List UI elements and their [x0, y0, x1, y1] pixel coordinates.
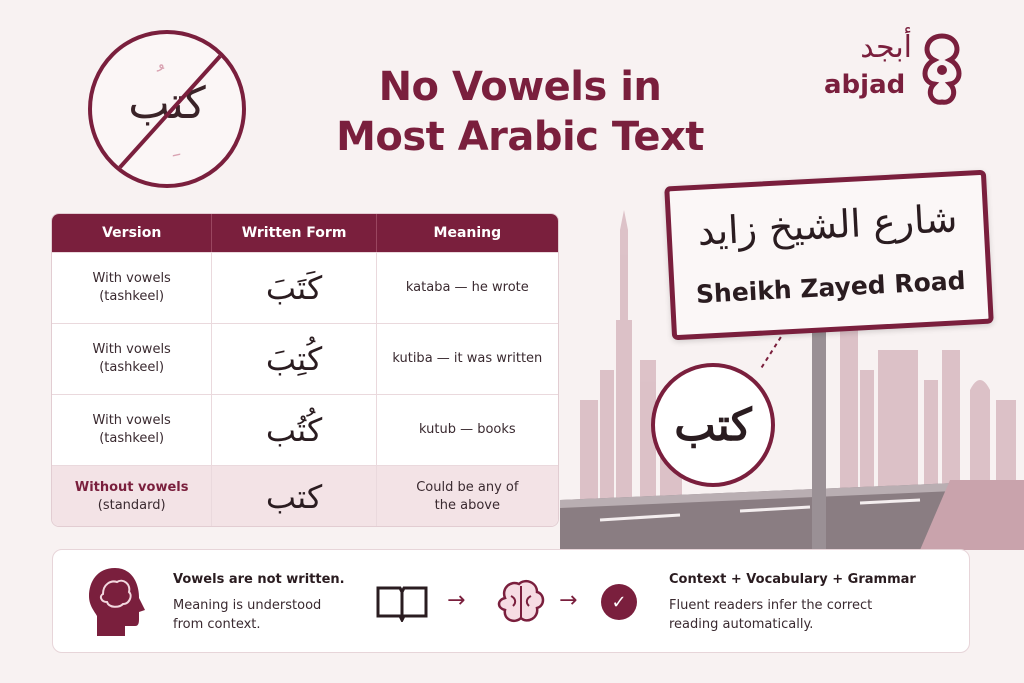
vowel-comparison-table: [51, 213, 559, 527]
left-title: Vowels are not written.: [173, 572, 345, 587]
logo-arabic: أبجد: [860, 30, 912, 65]
row-meaning: kutub — books: [418, 422, 516, 437]
left-text: Meaning is understood from context.: [173, 598, 322, 632]
head-brain-icon: [85, 564, 149, 640]
crossed-word: كتب: [128, 78, 206, 129]
road-sign: [664, 170, 994, 341]
row-meaning: kataba — he wrote: [405, 280, 529, 295]
table-row: [52, 252, 558, 323]
title-line-2: Most Arabic Text: [336, 114, 704, 160]
row-version: With vowels (tashkeel): [52, 253, 212, 323]
row-version: With vowels (tashkeel): [52, 324, 212, 394]
row-form: كُتِبَ: [212, 324, 376, 394]
row-form: كتب: [212, 466, 376, 527]
row-form: كُتُب: [212, 395, 376, 465]
header-meaning: Meaning: [433, 225, 502, 241]
table-row-standard: [52, 465, 558, 527]
row-version: With vowels (tashkeel): [52, 395, 212, 465]
header-version: Version: [52, 214, 212, 252]
version-sub: (standard): [97, 497, 166, 513]
page-title: [300, 62, 740, 162]
table-row: [52, 394, 558, 465]
row-meaning: kutiba — it was written: [392, 351, 543, 366]
logo-knot-icon: [916, 32, 968, 106]
zoomed-word-circle: كتب: [651, 363, 775, 487]
table-row: [52, 323, 558, 394]
version-strong: Without vowels: [74, 479, 189, 495]
right-title: Context + Vocabulary + Grammar: [669, 572, 916, 587]
book-icon: [375, 584, 429, 622]
title-line-1: No Vowels in: [378, 64, 662, 110]
crossed-word-illustration: [88, 30, 246, 188]
row-meaning: Could be any of the above: [416, 479, 519, 513]
logo-latin: abjad: [824, 70, 906, 100]
right-text: Fluent readers infer the correct reading automatically.: [669, 598, 873, 632]
row-version: [52, 466, 212, 527]
header-written-form: Written Form: [212, 214, 376, 252]
abjad-logo: [822, 30, 972, 110]
summary-panel: [52, 549, 970, 653]
row-form: كَتَبَ: [212, 253, 376, 323]
arrow-right-icon: →: [447, 588, 466, 613]
arrow-right-icon: →: [559, 588, 578, 613]
sign-arabic: شارع الشيخ زايد: [696, 196, 959, 254]
sign-english: Sheikh Zayed Road: [695, 265, 967, 309]
check-icon: ✓: [601, 584, 637, 620]
brain-icon: [495, 576, 547, 628]
table-header: [52, 214, 558, 252]
